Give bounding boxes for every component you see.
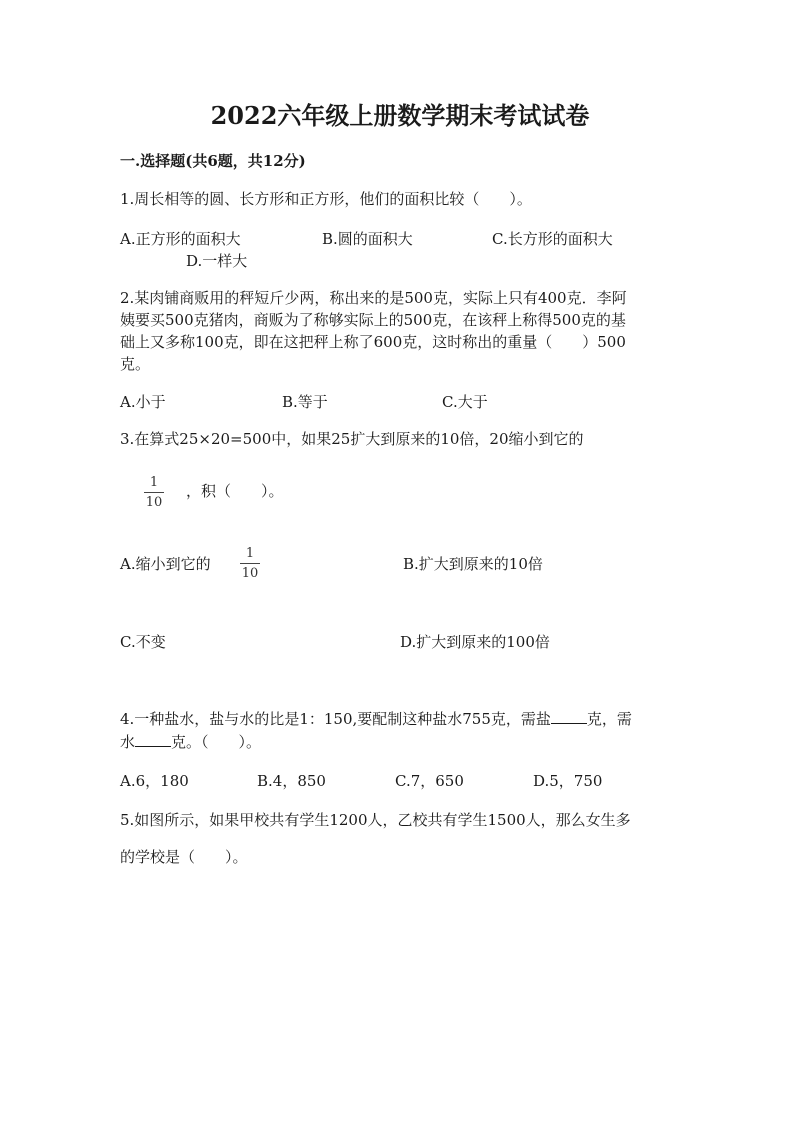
question-3-option-d: D.扩大到原来的100倍: [400, 633, 550, 651]
question-2-line-3: 础上又多称100克，即在这把秤上称了600克，这时称出的重量（ ）500: [120, 333, 626, 351]
page-title: 2022六年级上册数学期末考试试卷: [210, 101, 590, 130]
answer-blank-salt: [551, 709, 587, 724]
question-1-option-c: C.长方形的面积大: [492, 230, 613, 248]
fraction-bar: [144, 492, 164, 493]
question-3-fraction: [144, 475, 164, 510]
answer-blank-water: [135, 732, 171, 747]
question-2-option-b: B.等于: [282, 393, 328, 411]
question-3-line-2: ，积（ ）。: [186, 482, 284, 500]
section-heading: 一.选择题(共6题，共12分): [120, 152, 306, 170]
question-1-text: 1.周长相等的圆、长方形和正方形，他们的面积比较（ ）。: [120, 190, 532, 208]
question-5-line-2: 的学校是（ ）。: [120, 848, 248, 866]
question-4-line-1: [120, 708, 632, 730]
question-2-line-4: 克。: [120, 355, 151, 373]
question-4-line-2-start: 水: [120, 733, 136, 751]
fraction-bar: [240, 563, 260, 564]
question-2-line-1: 2.某肉铺商贩用的秤短斤少两，称出来的是500克，实际上只有400克．李阿: [120, 289, 627, 307]
question-2-option-a: A.小于: [120, 393, 166, 411]
question-3-line-1: 3.在算式25×20=500中，如果25扩大到原来的10倍，20缩小到它的: [120, 430, 584, 448]
fraction-denominator: 10: [145, 495, 163, 510]
question-4-line-2: [120, 731, 261, 753]
question-4-option-c: C.7，650: [395, 772, 464, 790]
question-4-line-1-start: 4.一种盐水，盐与水的比是1：150,要配制这种盐水755克，需盐: [120, 710, 551, 728]
question-4-option-a: A.6，180: [120, 772, 189, 790]
question-3-option-a-fraction: [240, 546, 260, 581]
question-1-option-b: B.圆的面积大: [322, 230, 413, 248]
question-4-line-2-end: 克。（ ）。: [171, 733, 262, 751]
question-5-line-1: 5.如图所示，如果甲校共有学生1200人，乙校共有学生1500人，那么女生多: [120, 811, 631, 829]
question-1-option-d: D.一样大: [186, 252, 248, 270]
question-4-option-d: D.5，750: [533, 772, 603, 790]
fraction-denominator: 10: [241, 566, 259, 581]
question-1-option-a: A.正方形的面积大: [120, 230, 241, 248]
question-3-option-b: B.扩大到原来的10倍: [403, 555, 543, 573]
question-4-option-b: B.4，850: [257, 772, 326, 790]
fraction-numerator: 1: [245, 546, 255, 561]
question-3-option-c: C.不变: [120, 633, 166, 651]
question-2-option-c: C.大于: [442, 393, 488, 411]
question-4-line-1-end: 克，需: [586, 710, 632, 728]
fraction-numerator: 1: [149, 475, 159, 490]
question-3-option-a: A.缩小到它的: [120, 555, 211, 573]
question-2-line-2: 姨要买500克猪肉，商贩为了称够实际上的500克，在该秤上称得500克的基: [120, 311, 626, 329]
